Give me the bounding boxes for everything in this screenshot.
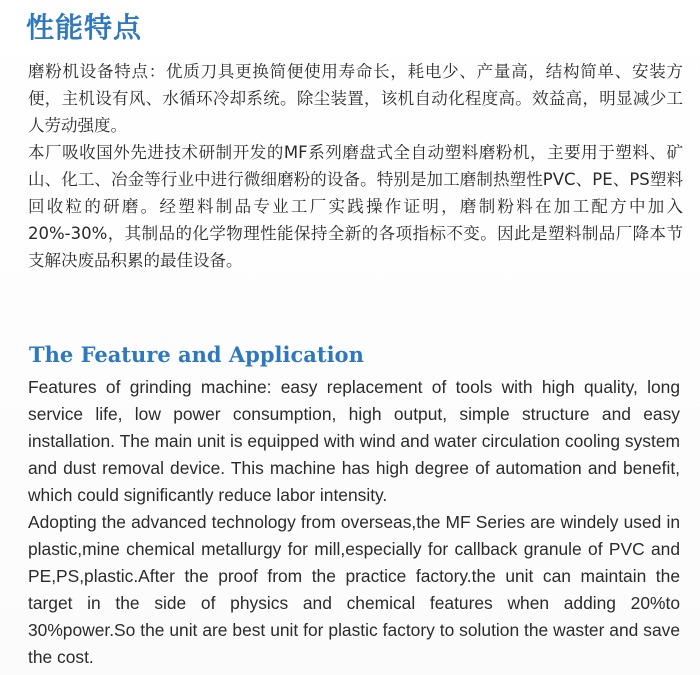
english-paragraph-features: Features of grinding machine: easy replacement of tools with high quality, long service life, low power consumption, high output, simple structure and easy installation. The main unit is equipped with wind and water circulation cooling system and dust removal device. This machine has high degree of automation and benefit, which could significantly reduce labor intensity. xyxy=(28,377,680,505)
chinese-body xyxy=(28,58,683,274)
english-paragraph-application: Adopting the advanced technology from overseas,the MF Series are windely used in plastic,mine chemical metallurgy for mill,especially for callback granule of PVC and PE,PS,plastic.After the proof from the practice factory.the unit can maintain the target in the side of physics and chemical features when adding 20%to 30%power.So the unit are best unit for plastic factory to solution the waster and save the cost. xyxy=(28,512,680,667)
english-heading: The Feature and Application xyxy=(29,342,364,367)
chinese-paragraph-application: 本厂吸收国外先进技术研制开发的MF系列磨盘式全自动塑料磨粉机，主要用于塑料、矿山、化工、冶金等行业中进行微细磨粉的设备。特别是加工磨制热塑性PVC、PE、PS塑料回收粒的研磨。经塑料制品专业工厂实践操作证明，磨制粉料在加工配方中加入20%-30%，其制品的化学物理性能保持全新的各项指标不变。因此是塑料制品厂降本节支解决废品积累的最佳设备。 xyxy=(28,143,683,270)
chinese-heading: 性能特点 xyxy=(26,11,143,44)
english-body xyxy=(28,374,680,671)
chinese-paragraph-features: 磨粉机设备特点：优质刀具更换简便使用寿命长，耗电少、产量高，结构简单、安装方便，主机设有风、水循环冷却系统。除尘装置，该机自动化程度高。效益高，明显减少工人劳动强度。 xyxy=(28,62,683,135)
